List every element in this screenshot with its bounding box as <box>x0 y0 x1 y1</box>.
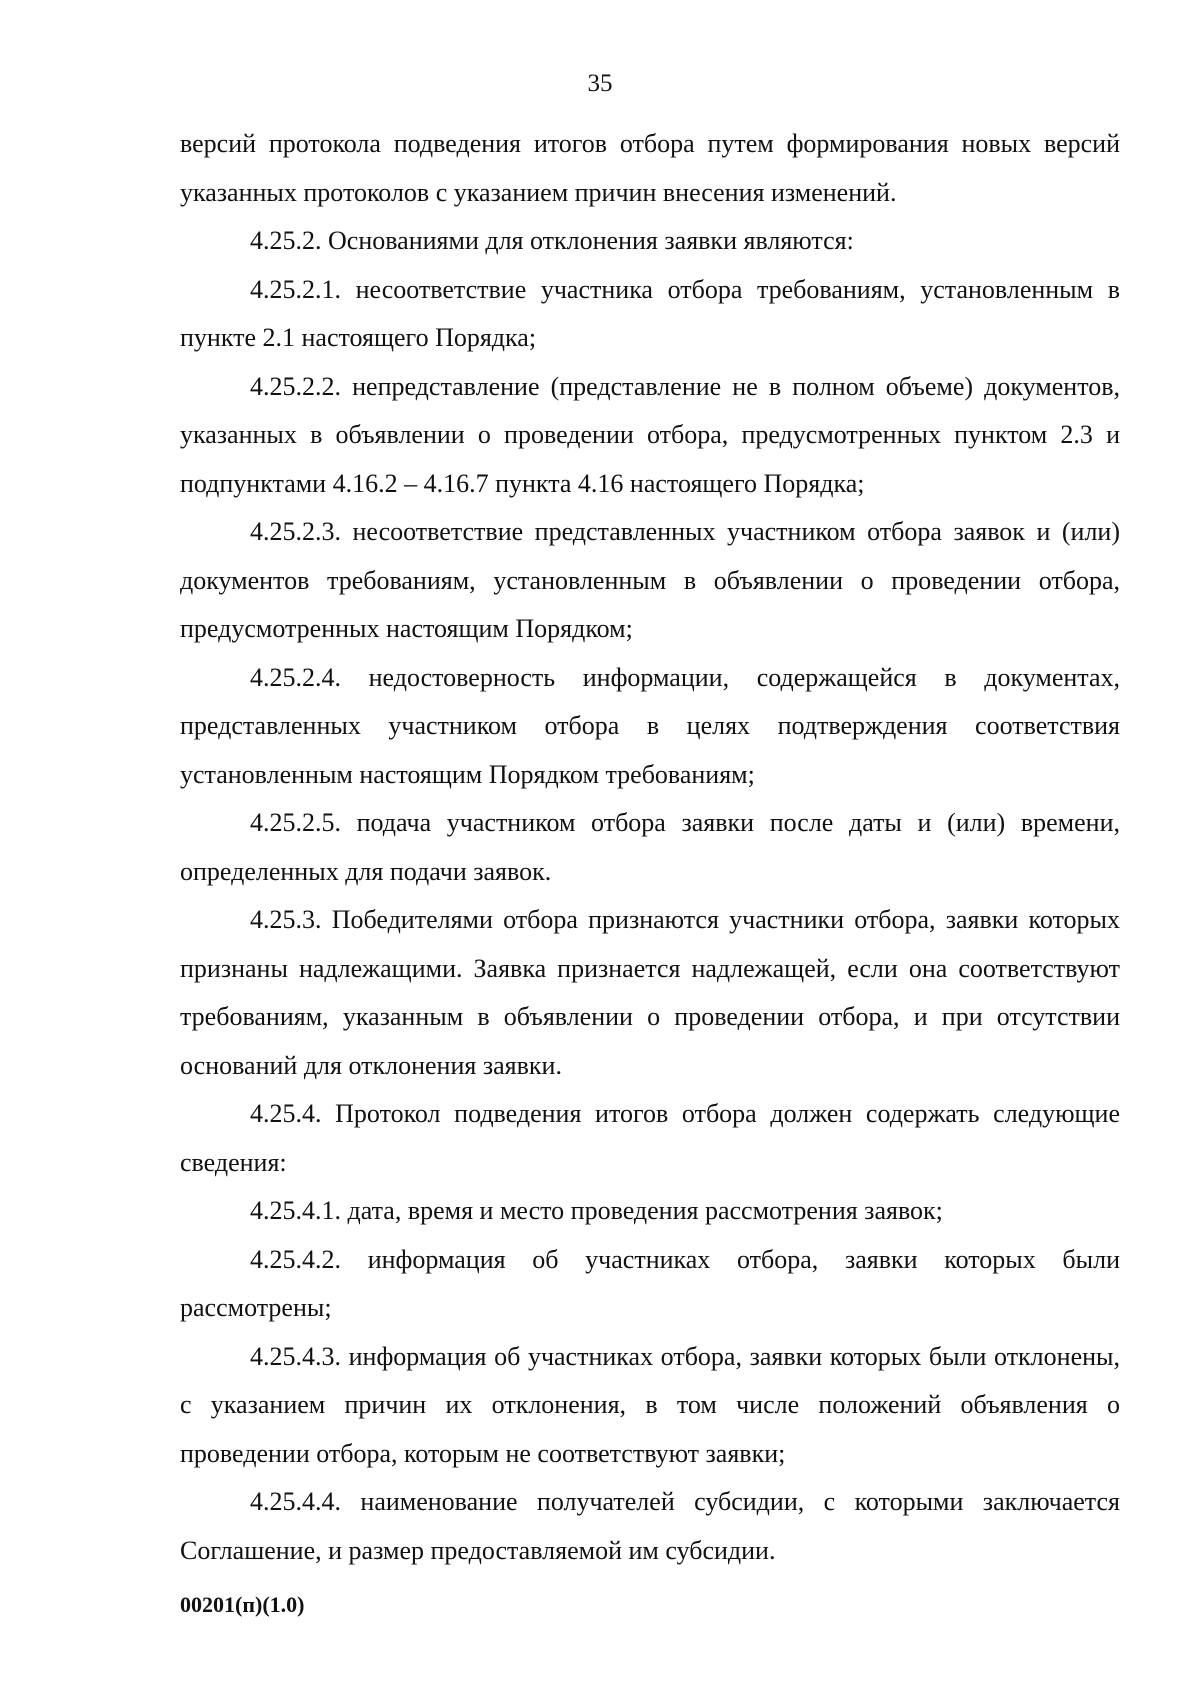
paragraph-4-25-2-1: 4.25.2.1. несоответствие участника отбора требованиям, установленным в пункте 2.1 настоящего Порядка; <box>180 274 1120 352</box>
paragraph-4-25-2: 4.25.2. Основаниями для отклонения заявки являются: <box>250 226 854 255</box>
paragraph-4-25-4-2: 4.25.4.2. информация об участниках отбора, заявки которых были рассмотрены; <box>180 1244 1120 1322</box>
paragraph-4-25-3: 4.25.3. Победителями отбора признаются участники отбора, заявки которых признаны надлежащими. Заявка признается надлежащей, если она соответствуют требованиям, указанным в объявлении о проведении отбора, и при отсутствии оснований для отклонения заявки. <box>180 905 1120 1080</box>
paragraph-4-25-2-2: 4.25.2.2. непредставление (представление не в полном объеме) документов, указанных в объявлении о проведении отбора, предусмотренных пунктом 2.3 и подпунктами 4.16.2 – 4.16.7 пункта 4.16 настоящего Порядка; <box>180 371 1120 498</box>
paragraph-4-25-4: 4.25.4. Протокол подведения итогов отбора должен содержать следующие сведения: <box>180 1099 1120 1177</box>
document-code: 00201(п)(1.0) <box>180 1592 305 1617</box>
paragraph-4-25-4-3: 4.25.4.3. информация об участниках отбора, заявки которых были отклонены, с указанием причин их отклонения, в том числе положений объявления о проведении отбора, которым не соответствуют заявки; <box>180 1341 1120 1468</box>
page-number: 35 <box>587 70 613 97</box>
paragraph-4-25-4-1: 4.25.4.1. дата, время и место проведения рассмотрения заявок; <box>250 1196 943 1225</box>
paragraph-4-25-2-3: 4.25.2.3. несоответствие представленных участником отбора заявок и (или) документов требованиям, установленным в объявлении о проведении отбора, предусмотренных настоящим Порядком; <box>180 517 1120 643</box>
paragraph-4-25-2-5: 4.25.2.5. подача участником отбора заявки после даты и (или) времени, определенных для подачи заявок. <box>180 808 1120 886</box>
paragraph-4-25-2-4: 4.25.2.4. недостоверность информации, содержащейся в документах, представленных участником отбора в целях подтверждения соответствия установленным настоящим Порядком требованиям; <box>180 662 1120 789</box>
paragraph-4-25-4-4: 4.25.4.4. наименование получателей субсидии, с которыми заключается Соглашение, и размер предоставляемой им субсидии. <box>180 1487 1120 1565</box>
paragraph-continuation: версий протокола подведения итогов отбора путем формирования новых версий указанных протоколов с указанием причин внесения изменений. <box>180 129 1120 207</box>
document-body <box>180 120 1120 1575</box>
